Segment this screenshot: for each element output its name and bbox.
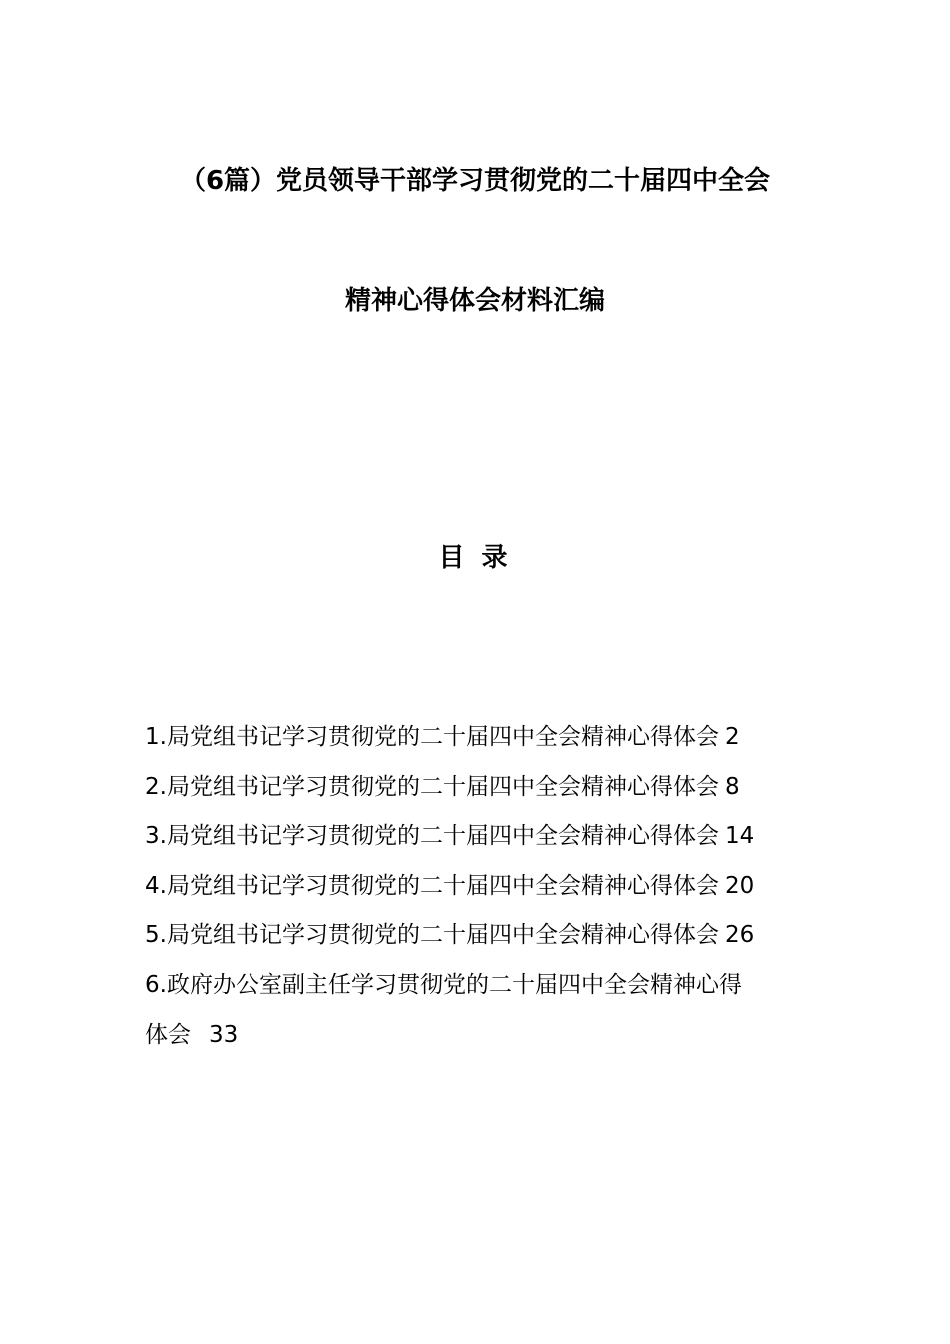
document-title-line-2: 精神心得体会材料汇编 <box>344 286 605 316</box>
table-of-contents <box>145 713 825 1060</box>
toc-item-4[interactable] <box>145 862 825 912</box>
toc-item-text-line-1: 6.政府办公室副主任学习贯彻党的二十届四中全会精神心得 <box>145 971 742 998</box>
toc-item-3[interactable] <box>145 812 825 862</box>
toc-item-text: 2.局党组书记学习贯彻党的二十届四中全会精神心得体会 <box>145 773 719 800</box>
toc-item-6[interactable] <box>145 961 825 1060</box>
toc-item-page: 33 <box>209 1021 239 1048</box>
toc-item-5[interactable] <box>145 911 825 961</box>
toc-item-page: 26 <box>724 922 755 949</box>
toc-item-text: 3.局党组书记学习贯彻党的二十届四中全会精神心得体会 <box>145 823 719 850</box>
toc-item-text: 1.局党组书记学习贯彻党的二十届四中全会精神心得体会 <box>145 724 719 750</box>
toc-item-page: 14 <box>724 823 755 850</box>
toc-heading: 目 录 <box>438 543 512 573</box>
toc-item-text: 5.局党组书记学习贯彻党的二十届四中全会精神心得体会 <box>145 922 719 949</box>
toc-item-text-line-2: 体会 <box>145 1021 191 1048</box>
toc-item-2[interactable] <box>145 763 825 813</box>
toc-item-continuation <box>145 1011 825 1061</box>
toc-item-page: 8 <box>724 773 740 800</box>
toc-item-1[interactable] <box>145 713 825 763</box>
document-title-line-1: （6篇）党员领导干部学习贯彻党的二十届四中全会 <box>179 166 771 196</box>
toc-item-page: 2 <box>724 724 740 750</box>
toc-item-page: 20 <box>724 872 755 899</box>
toc-item-text: 4.局党组书记学习贯彻党的二十届四中全会精神心得体会 <box>145 872 719 899</box>
